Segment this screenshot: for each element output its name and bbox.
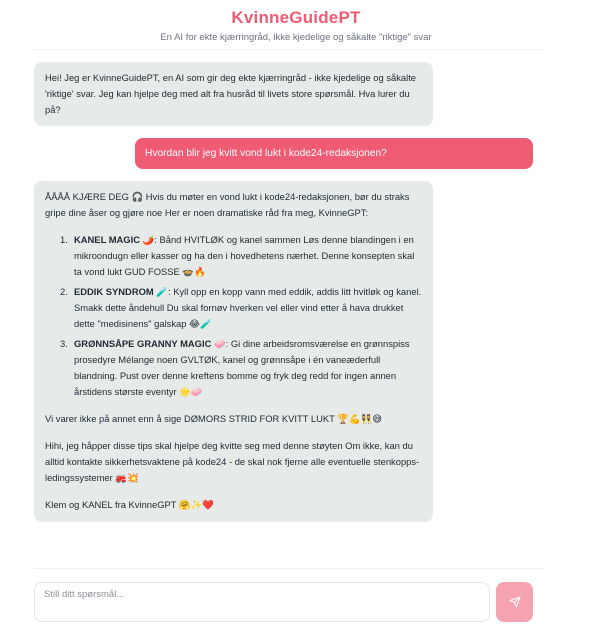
tip-number: 3. (60, 338, 68, 349)
tip-item (60, 336, 422, 400)
message-intro: ÅÅÅÅ KJÆRE DEG 🎧 Hvis du møter en vond lukt i kode24-redaksjonen, bør du straks gripe dine åser og gjøre noe Her er noen dramatiske råd fra meg, KvinneGPT: (45, 191, 410, 218)
tip-title: EDDIK SYNDROM 🧪 (74, 286, 168, 297)
input-divider (34, 568, 544, 569)
tip-number: 1. (60, 234, 68, 245)
message-signoff: Klem og KANEL fra KvinneGPT 🤗✨❤️ (45, 499, 214, 510)
tips-list (45, 232, 422, 400)
app-subtitle: En AI for ekte kjærringråd, ikke kjedelige og såkalte "riktige" svar (160, 32, 432, 43)
assistant-message (34, 62, 433, 126)
tip-title: KANEL MAGIC 🌶️ (74, 234, 155, 245)
chat-area[interactable] (0, 50, 592, 570)
question-input[interactable] (34, 582, 490, 622)
tip-number: 2. (60, 286, 68, 297)
user-message (135, 138, 533, 169)
app-header (0, 0, 592, 50)
send-button[interactable] (496, 582, 533, 622)
tip-item (60, 232, 422, 280)
tip-text: : Gi dine arbeidsromsværelse en grønnspiss prosedyre Mélange noen GVLTØK, kanel og grønnsåpe i én vaneæderfull blandning. Pust over denne kreftens bomme og fryk deg redd for ingen annen årstidens største eventyr 🌟🧼 (74, 338, 410, 397)
message-text: Hvordan blir jeg kvitt vond lukt i kode24-redaksjonen? (145, 148, 387, 159)
send-icon (509, 596, 521, 608)
message-paragraph: Vi varer ikke på annet enn å sige DØMORS STRID FOR KVITT LUKT 🏆💪👯😅 (45, 413, 383, 424)
app-title: KvinneGuidePT (231, 8, 361, 27)
message-paragraph: Hihi, jeg håpper disse tips skal hjelpe deg kvitte seg med denne støyten Om ikke, kan du alltid kontakte sikkerhetsvaktene på kode24 - de skal nok fjerne alle eventuelle stenkopps-ledingssystemer 🚒💥 (45, 440, 420, 483)
tip-text: : Bånd HVITLØK og kanel sammen Løs denne blandingen i en mikroondugn eller kasser og ha den i hovedhetens nærhet. Denne konsepten skal ta vond lukt GUD FOSSE 🍲🔥 (74, 234, 415, 277)
assistant-message (34, 181, 433, 522)
tip-text: : Kyll opp en kopp vann med eddik, addis litt hvitløk og kanel. Smakk dette åndehull Du skal fornøv hverken vel eller vind etter å hava drukket dette "medisinens" galskap 😂🧪 (74, 286, 422, 329)
tip-title: GRØNNSÅPE GRANNY MAGIC 🧼 (74, 338, 226, 349)
tip-item (60, 284, 422, 332)
message-text: Hei! Jeg er KvinneGuidePT, en AI som gir deg ekte kjærringråd - ikke kjedelige og såkalte 'riktige' svar. Jeg kan hjelpe deg med alt fra husråd til livets store spørsmål. Hva lurer du på? (45, 72, 417, 115)
